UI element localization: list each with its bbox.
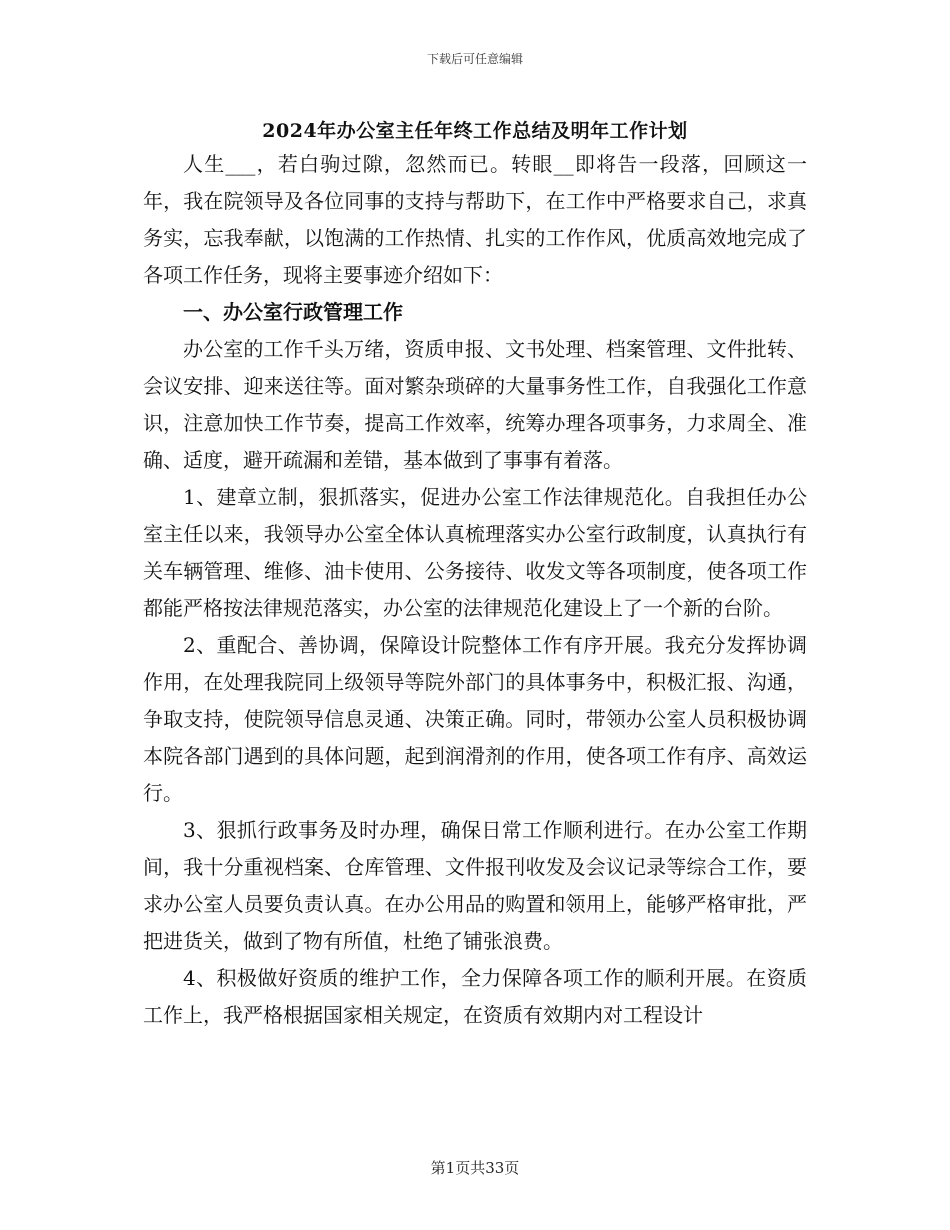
- page-footer: 第1页共33页: [430, 1159, 520, 1177]
- paragraph-item-1: 1、建章立制，狠抓落实，促进办公室工作法律规范化。自我担任办公室主任以来，我领导办公室全体认真梳理落实办公室行政制度，认真执行有关车辆管理、维修、油卡使用、公务接待、收发文等各项制度，使各项工作都能严格按法律规范落实，办公室的法律规范化建设上了一个新的台阶。: [143, 485, 807, 620]
- paragraph-item-4: 4、积极做好资质的维护工作，全力保障各项工作的顺利开展。在资质工作上，我严格根据国家相关规定，在资质有效期内对工程设计: [143, 966, 807, 1027]
- paragraph: 办公室的工作千头万绪，资质申报、文书处理、档案管理、文件批转、会议安排、迎来送往等。面对繁杂琐碎的大量事务性工作，自我强化工作意识，注意加快工作节奏，提高工作效率，统筹办理各项事务，力求周全、准确、适度，避开疏漏和差错，基本做到了事事有着落。: [143, 337, 807, 472]
- section-heading: 一、办公室行政管理工作: [183, 300, 403, 324]
- paragraph-item-3: 3、狠抓行政事务及时办理，确保日常工作顺利进行。在办公室工作期间，我十分重视档案、仓库管理、文件报刊收发及会议记录等综合工作，要求办公室人员要负责认真。在办公用品的购置和领用上，能够严格审批，严把进货关，做到了物有所值，杜绝了铺张浪费。: [143, 818, 807, 953]
- document-body: [143, 146, 807, 1034]
- header-note: 下载后可任意编辑: [426, 52, 523, 66]
- paragraph-item-2: 2、重配合、善协调，保障设计院整体工作有序开展。我充分发挥协调作用，在处理我院同上级领导等院外部门的具体事务中，积极汇报、沟通，争取支持，使院领导信息灵通、决策正确。同时，带领办公室人员积极协调本院各部门遇到的具体问题，起到润滑剂的作用，使各项工作有序、高效运行。: [143, 633, 807, 805]
- paragraph-intro: 人生___，若白驹过隙，忽然而已。转眼__即将告一段落，回顾这一年，我在院领导及各位同事的支持与帮助下，在工作中严格要求自己，求真务实，忘我奉献，以饱满的工作热情、扎实的工作作风，优质高效地完成了各项工作任务，现将主要事迹介绍如下：: [143, 152, 807, 287]
- document-title: 2024年办公室主任年终工作总结及明年工作计划: [262, 120, 688, 142]
